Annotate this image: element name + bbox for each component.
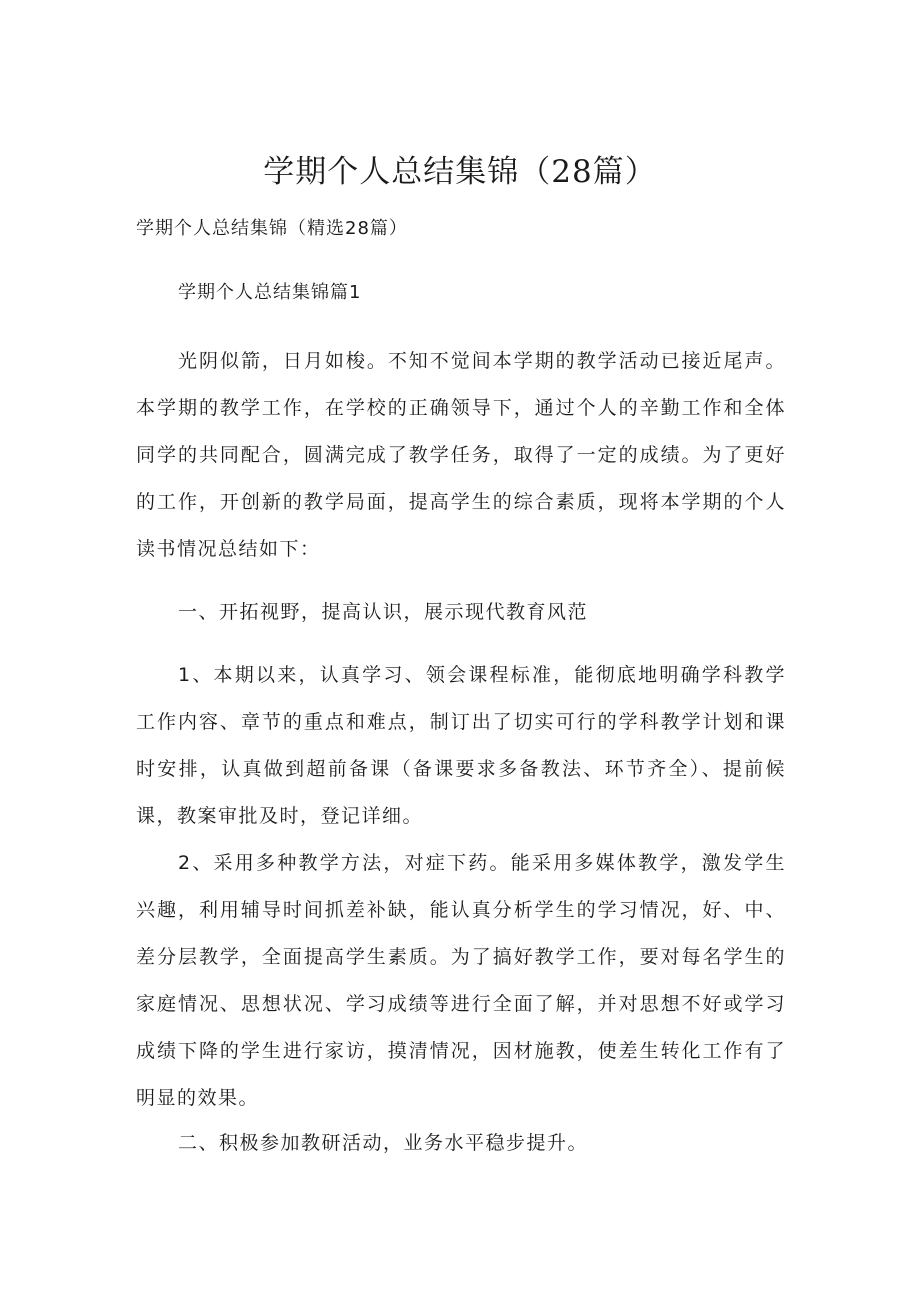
document-subtitle: 学期个人总结集锦（精选28篇）: [136, 218, 408, 239]
point-heading-1: 一、开拓视野，提高认识，展示现代教育风范: [178, 601, 589, 623]
body-paragraph-1: 1、本期以来，认真学习、领会课程标准，能彻底地明确学科教学工作内容、章节的重点和难点，制订出了切实可行的学科教学计划和课时安排，认真做到超前备课（备课要求多备教法、环节齐全）、提前候课，教案审批及时，登记详细。: [136, 664, 786, 827]
body-paragraph-2: 2、采用多种教学方法，对症下药。能采用多媒体教学，激发学生兴趣，利用辅导时间抓差补缺，能认真分析学生的学习情况，好、中、差分层教学，全面提高学生素质。为了搞好教学工作，要对每名学生的家庭情况、思想状况、学习成绩等进行全面了解，并对思想不好或学习成绩下降的学生进行家访，摸清情况，因材施教，使差生转化工作有了明显的效果。: [136, 852, 786, 1109]
point-heading-2: 二、积极参加教研活动，业务水平稳步提升。: [178, 1132, 589, 1154]
section-heading: 学期个人总结集锦篇1: [178, 282, 362, 303]
intro-paragraph: 光阴似箭，日月如梭。不知不觉间本学期的教学活动已接近尾声。本学期的教学工作，在学校的正确领导下，通过个人的辛勤工作和全体同学的共同配合，圆满完成了教学任务，取得了一定的成绩。为了更好的工作，开创新的教学局面，提高学生的综合素质，现将本学期的个人读书情况总结如下：: [136, 350, 786, 560]
document-title: 学期个人总结集锦（28篇）: [263, 154, 657, 190]
